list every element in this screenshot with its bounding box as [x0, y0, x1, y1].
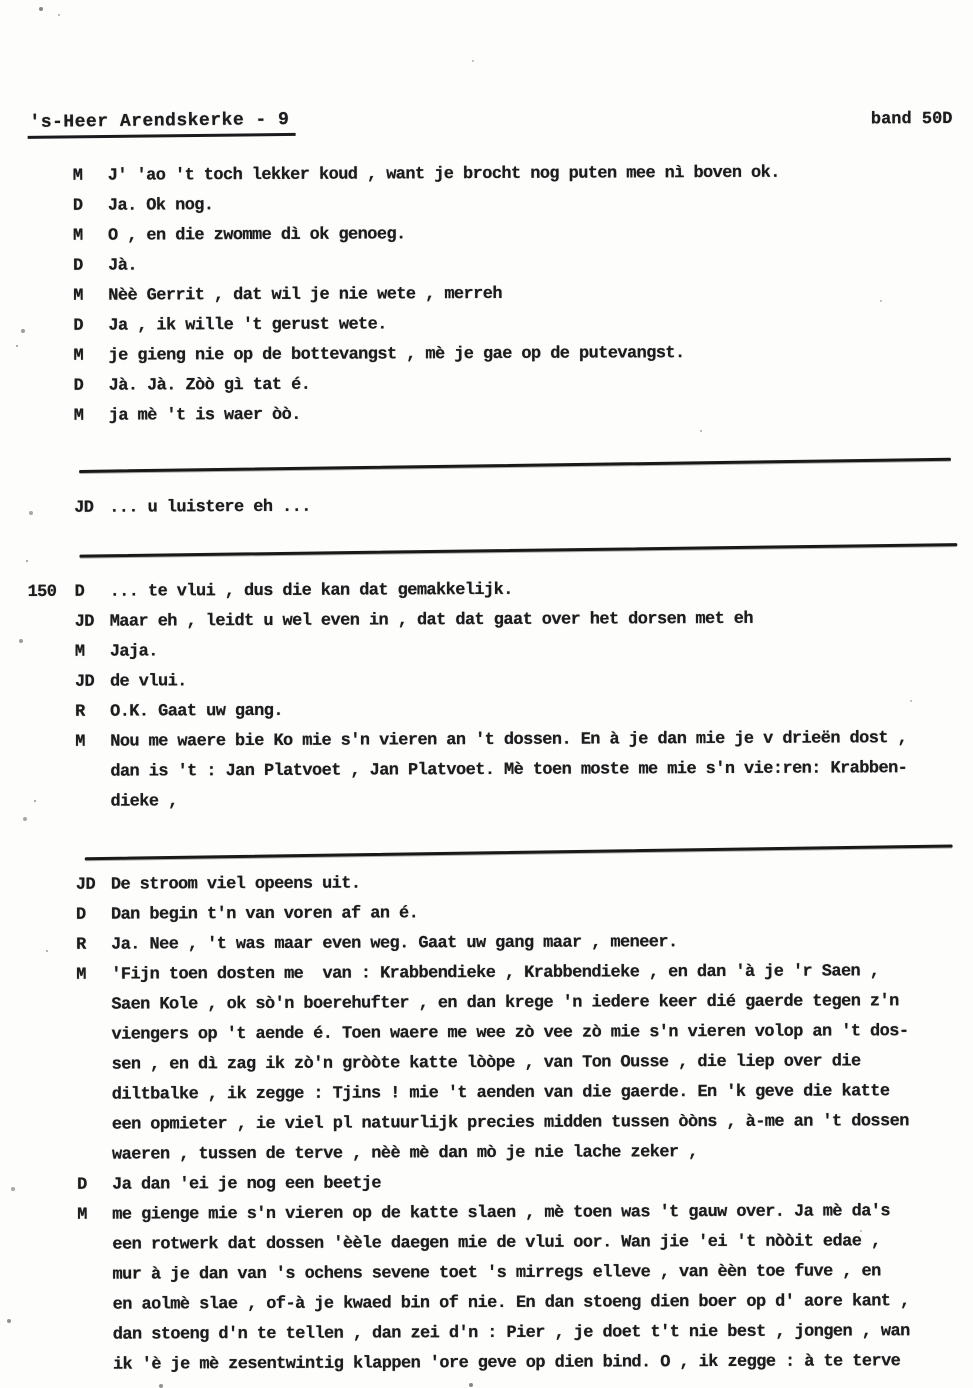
- dialogue-line: [0, 188, 971, 222]
- line-text: ... te vlui , dus die kan dat gemakkelijk.: [109, 580, 513, 602]
- band-label: band 50D: [870, 109, 953, 130]
- dialogue-line: [0, 634, 973, 668]
- line-number: 150: [27, 582, 57, 603]
- dialogue-line: [3, 1317, 973, 1351]
- document-header: [0, 108, 971, 138]
- line-text: De stroom viel opeens uit.: [110, 874, 361, 895]
- line-text: Jaja.: [109, 642, 158, 662]
- dialogue-line: [0, 278, 971, 312]
- speaker-label: JD: [75, 875, 96, 895]
- dialogue-line: [0, 754, 973, 788]
- dialogue-line: [1, 1017, 973, 1051]
- dialogue-line: [1, 867, 973, 901]
- dialogue-line: [3, 1347, 973, 1381]
- line-text: ik 'è je mè zesentwintig klappen 'ore geve op dien bind. O , ik zegge : à te terve: [112, 1352, 901, 1375]
- dialogue-line: [0, 694, 973, 728]
- dialogue-section-3: [0, 574, 973, 818]
- dialogue-line: [0, 158, 971, 192]
- dialogue-line: [3, 1287, 973, 1321]
- speaker-label: JD: [74, 498, 94, 518]
- dialogue-line: [2, 1197, 973, 1231]
- dialogue-line: [2, 1137, 973, 1171]
- line-text: en aolmè slae , of-à je kwaed bin of nie. En dan stoeng dien boer op d' aore kant ,: [112, 1292, 910, 1315]
- speaker-label: R: [76, 935, 86, 955]
- line-text: dan stoeng d'n te tellen , dan zei d'n : Pier , je doet t't nie best , jongen , wan: [112, 1322, 910, 1345]
- line-text: J' 'ao 't toch lekker koud , want je brocht nog puten mee nì boven ok.: [107, 163, 780, 186]
- dialogue-line: [0, 368, 972, 402]
- dialogue-line: [1, 927, 973, 961]
- speaker-label: M: [73, 406, 84, 426]
- line-text: me gienge mie s'n vieren op de katte slaen , mè toen was 't gauw over. Ja mè da's: [112, 1202, 891, 1225]
- speaker-label: M: [76, 965, 86, 985]
- line-text: je gieng nie op de bottevangst , mè je gae op de putevangst.: [108, 344, 685, 366]
- line-text: ja mè 't is waer òò.: [108, 405, 301, 426]
- dialogue-line: [1, 897, 973, 931]
- line-text: Jà. Jà. Zòò gì tat é.: [108, 375, 311, 396]
- dialogue-line: [2, 1167, 973, 1201]
- speaker-label: JD: [74, 612, 94, 632]
- line-text: Saen Kole , ok sò'n boerehufter , en dan krege 'n iedere keer dié gaerde tegen z'n: [111, 992, 899, 1015]
- dialogue-line: [0, 604, 973, 638]
- line-text: O , en die zwomme dì ok genoeg.: [107, 225, 406, 246]
- separator-rule: [85, 844, 953, 860]
- line-text: Ja. Ok nog.: [107, 196, 214, 216]
- line-text: diltbalke , ik zegge : Tjins ! mie 't aenden van die gaerde. En 'k geve die katte: [111, 1082, 890, 1105]
- line-text: ... u luistere eh ...: [109, 497, 311, 518]
- line-text: Jà.: [108, 256, 137, 276]
- dialogue-line: [0, 308, 971, 342]
- speaker-label: M: [74, 642, 85, 662]
- dialogue-line: [0, 218, 971, 252]
- line-text: Ja , ik wille 't gerust wete.: [108, 315, 387, 336]
- speaker-label: D: [72, 196, 83, 216]
- line-text: een rotwerk dat dossen 'èèle daegen mie de vlui oor. Wan jie 'ei 't nòòit edae ,: [112, 1232, 881, 1255]
- speaker-label: D: [74, 582, 85, 602]
- dialogue-line: [2, 1257, 973, 1291]
- dialogue-line: [0, 338, 972, 372]
- speaker-label: D: [77, 1175, 87, 1195]
- page-title: 's-Heer Arendskerke - 9: [27, 110, 295, 139]
- line-text: dieke ,: [110, 792, 178, 812]
- line-text: dan is 't : Jan Platvoet , Jan Platvoet. Mè toen moste me mie s'n vie:ren: Krabben-: [110, 759, 908, 782]
- separator-rule: [79, 543, 957, 557]
- speaker-label: D: [73, 256, 83, 276]
- speaker-label: M: [77, 1205, 87, 1225]
- dialogue-section-4: [1, 867, 973, 1381]
- speaker-label: M: [73, 286, 83, 306]
- speaker-label: R: [75, 702, 85, 722]
- speaker-label: M: [72, 226, 83, 246]
- speaker-label: D: [73, 376, 84, 396]
- dialogue-line: [0, 574, 973, 608]
- line-text: mur à je dan van 's ochens sevene toet 's mirregs elleve , van èèn toe fuve , en: [112, 1262, 881, 1285]
- speaker-label: M: [75, 732, 85, 752]
- speaker-label: D: [75, 905, 86, 925]
- line-text: viengers op 't aende é. Toen waere me wee zò vee zò mie s'n vieren volop an 't dos-: [111, 1022, 909, 1045]
- speaker-label: D: [73, 316, 84, 336]
- dialogue-line: [2, 1047, 973, 1081]
- dialogue-line: [0, 248, 971, 282]
- speaker-label: M: [72, 166, 83, 186]
- dialogue-line: [0, 784, 973, 818]
- line-text: waeren , tussen de terve , nèè mè dan mò je nie lache zeker ,: [111, 1143, 698, 1165]
- dialogue-line: [1, 957, 973, 991]
- line-text: Nèè Gerrit , dat wil je nie wete , merreh: [108, 284, 502, 306]
- dialogue-line: [2, 1077, 973, 1111]
- speaker-label: M: [73, 346, 84, 366]
- line-text: Maar eh , leidt u wel even in , dat dat gaat over het dorsen met eh: [109, 609, 754, 632]
- speaker-label: JD: [74, 672, 95, 692]
- dialogue-line: [0, 398, 972, 432]
- dialogue-line: [0, 724, 973, 758]
- dialogue-line: [2, 1227, 973, 1261]
- line-text: Dan begin t'n van voren af an é.: [110, 904, 419, 925]
- line-text: een opmieter , ie viel pl natuurlijk precies midden tussen òòns , à-me an 't dossen: [111, 1112, 909, 1135]
- line-text: Ja dan 'ei je nog een beetje: [112, 1174, 382, 1195]
- dialogue-line: [1, 987, 973, 1021]
- separator-rule: [79, 458, 951, 473]
- line-text: sen , en dì zag ik zò'n gròòte katte lòòpe , van Ton Ousse , die liep over die: [111, 1052, 861, 1075]
- line-text: de vlui.: [109, 672, 187, 692]
- dialogue-section-1: [0, 158, 972, 432]
- line-text: O.K. Gaat uw gang.: [110, 701, 283, 722]
- dialogue-line: [0, 664, 973, 698]
- line-text: Ja. Nee , 't was maar even weg. Gaat uw gang maar , meneer.: [111, 933, 678, 955]
- dialogue-line: [0, 490, 972, 524]
- dialogue-line: [2, 1107, 973, 1141]
- line-text: Nou me waere bie Ko mie s'n vieren an 't dossen. En à je dan mie je v drieën dost ,: [110, 729, 908, 752]
- dialogue-section-2: [0, 490, 972, 524]
- line-text: 'Fijn toen dosten me van : Krabbendieke , Krabbendieke , en dan 'à je 'r Saen ,: [111, 962, 880, 985]
